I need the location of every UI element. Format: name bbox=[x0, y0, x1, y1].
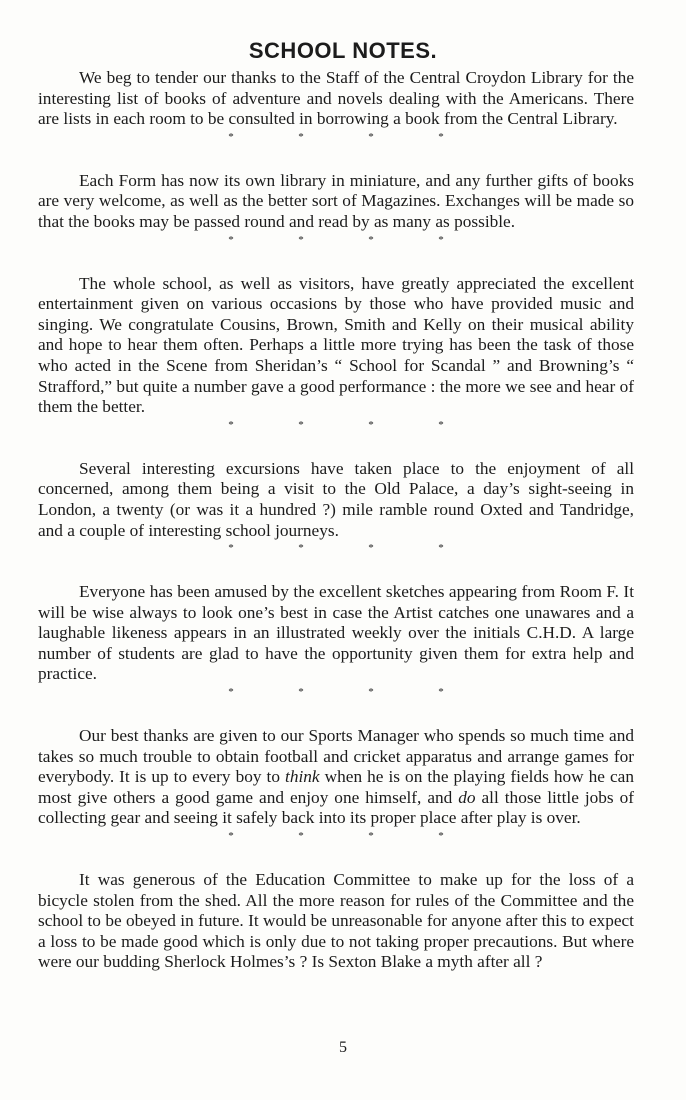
paragraph-library-thanks bbox=[38, 68, 634, 130]
section-separator bbox=[38, 829, 634, 870]
separator-asterisk: * bbox=[298, 542, 304, 555]
paragraph-excursions bbox=[38, 459, 634, 541]
separator-asterisk: * bbox=[368, 830, 374, 843]
separator-asterisk: * bbox=[368, 233, 374, 246]
paragraph-text: We beg to tender our thanks to the Staff of the Central Croydon Library for the interesting list of books of adventure and novels dealing with the Americans. There are lists in each room to be consulted in borrowing a book from the Central Library. bbox=[38, 68, 634, 129]
paragraph-bicycle bbox=[38, 870, 634, 973]
section-separator bbox=[38, 541, 634, 582]
separator-asterisk: * bbox=[438, 418, 444, 431]
separator-asterisk: * bbox=[228, 418, 234, 431]
section-separator bbox=[38, 418, 634, 459]
separator-asterisk: * bbox=[228, 686, 234, 699]
page-title: SCHOOL NOTES. bbox=[248, 38, 438, 63]
paragraph-text: Our best thanks are given to our Sports Manager who spends so much time and takes so much trouble to obtain football and cricket apparatus and arrange games for everybody. It is up to every boy to bbox=[38, 726, 634, 787]
paragraph-text: when he is on the playing fields how he can most give others a good game and enjoy one himself, and bbox=[38, 767, 634, 807]
separator-asterisk: * bbox=[438, 542, 444, 555]
notes-body bbox=[38, 68, 634, 973]
separator-asterisk: * bbox=[438, 686, 444, 699]
separator-asterisk: * bbox=[298, 130, 304, 143]
paragraph-text: Each Form has now its own library in miniature, and any further gifts of books are very welcome, as well as the better sort of Magazines. Exchanges will be made so that the books may be passed round and read by as many as possible. bbox=[38, 170, 634, 231]
separator-asterisk: * bbox=[368, 130, 374, 143]
section-separator bbox=[38, 130, 634, 171]
paragraph-text: Several interesting excursions have taken place to the enjoyment of all concerned, among them being a visit to the Old Palace, a day’s sight-seeing in London, a twenty (or was it a hundred ?) mile ramble round Oxted and Tandridge, and a couple of interesting school journeys. bbox=[38, 458, 634, 540]
paragraph-text: The whole school, as well as visitors, have greatly appreciated the excellent entertainment given on various occasions by those who have provided music and singing. We congratulate Cousins, Brown, Smith and Kelly on their musical ability and hope to hear them often. Perhaps a little more trying has been the task of those who acted in the Scene from Sheridan’s “ School for Scandal ” and Browning’s “ Strafford,” but quite a number gave a good performance : the more we see and hear of them the better. bbox=[38, 273, 634, 417]
separator-asterisk: * bbox=[368, 686, 374, 699]
paragraph-text: Everyone has been amused by the excellent sketches appearing from Room F. It will be wise always to look one’s best in case the Artist catches one unawares and a laughable likeness appears in an illustrated weekly over the initials C.H.D. A large number of students are glad to have the opportunity given them for extra help and practice. bbox=[38, 582, 634, 684]
paragraph-sports-manager bbox=[38, 726, 634, 829]
separator-asterisk: * bbox=[228, 542, 234, 555]
section-separator bbox=[38, 233, 634, 274]
section-separator bbox=[38, 685, 634, 726]
separator-asterisk: * bbox=[438, 830, 444, 843]
separator-asterisk: * bbox=[298, 233, 304, 246]
separator-asterisk: * bbox=[368, 418, 374, 431]
separator-asterisk: * bbox=[298, 830, 304, 843]
separator-asterisk: * bbox=[298, 686, 304, 699]
paragraph-sketches bbox=[38, 582, 634, 685]
emphasis-do: do bbox=[458, 787, 476, 807]
page-number: 5 bbox=[339, 1039, 347, 1056]
separator-asterisk: * bbox=[228, 830, 234, 843]
emphasis-think: think bbox=[285, 767, 320, 787]
paragraph-form-libraries bbox=[38, 171, 634, 233]
paragraph-text: all those little jobs of collecting gear and seeing it safely back into its proper place after play is over. bbox=[38, 787, 634, 828]
paragraph-entertainment bbox=[38, 274, 634, 418]
separator-asterisk: * bbox=[368, 542, 374, 555]
paragraph-text: It was generous of the Education Committee to make up for the loss of a bicycle stolen from the shed. All the more reason for rules of the Committee and the school to be obeyed in future. It would be unreasonable for anyone after this to expect a loss to be made good which is only due to not taking proper precautions. But where were our budding Sherlock Holmes’s ? Is Sexton Blake a myth after all ? bbox=[38, 870, 634, 972]
separator-asterisk: * bbox=[228, 233, 234, 246]
separator-asterisk: * bbox=[438, 130, 444, 143]
separator-asterisk: * bbox=[438, 233, 444, 246]
separator-asterisk: * bbox=[228, 130, 234, 143]
separator-asterisk: * bbox=[298, 418, 304, 431]
